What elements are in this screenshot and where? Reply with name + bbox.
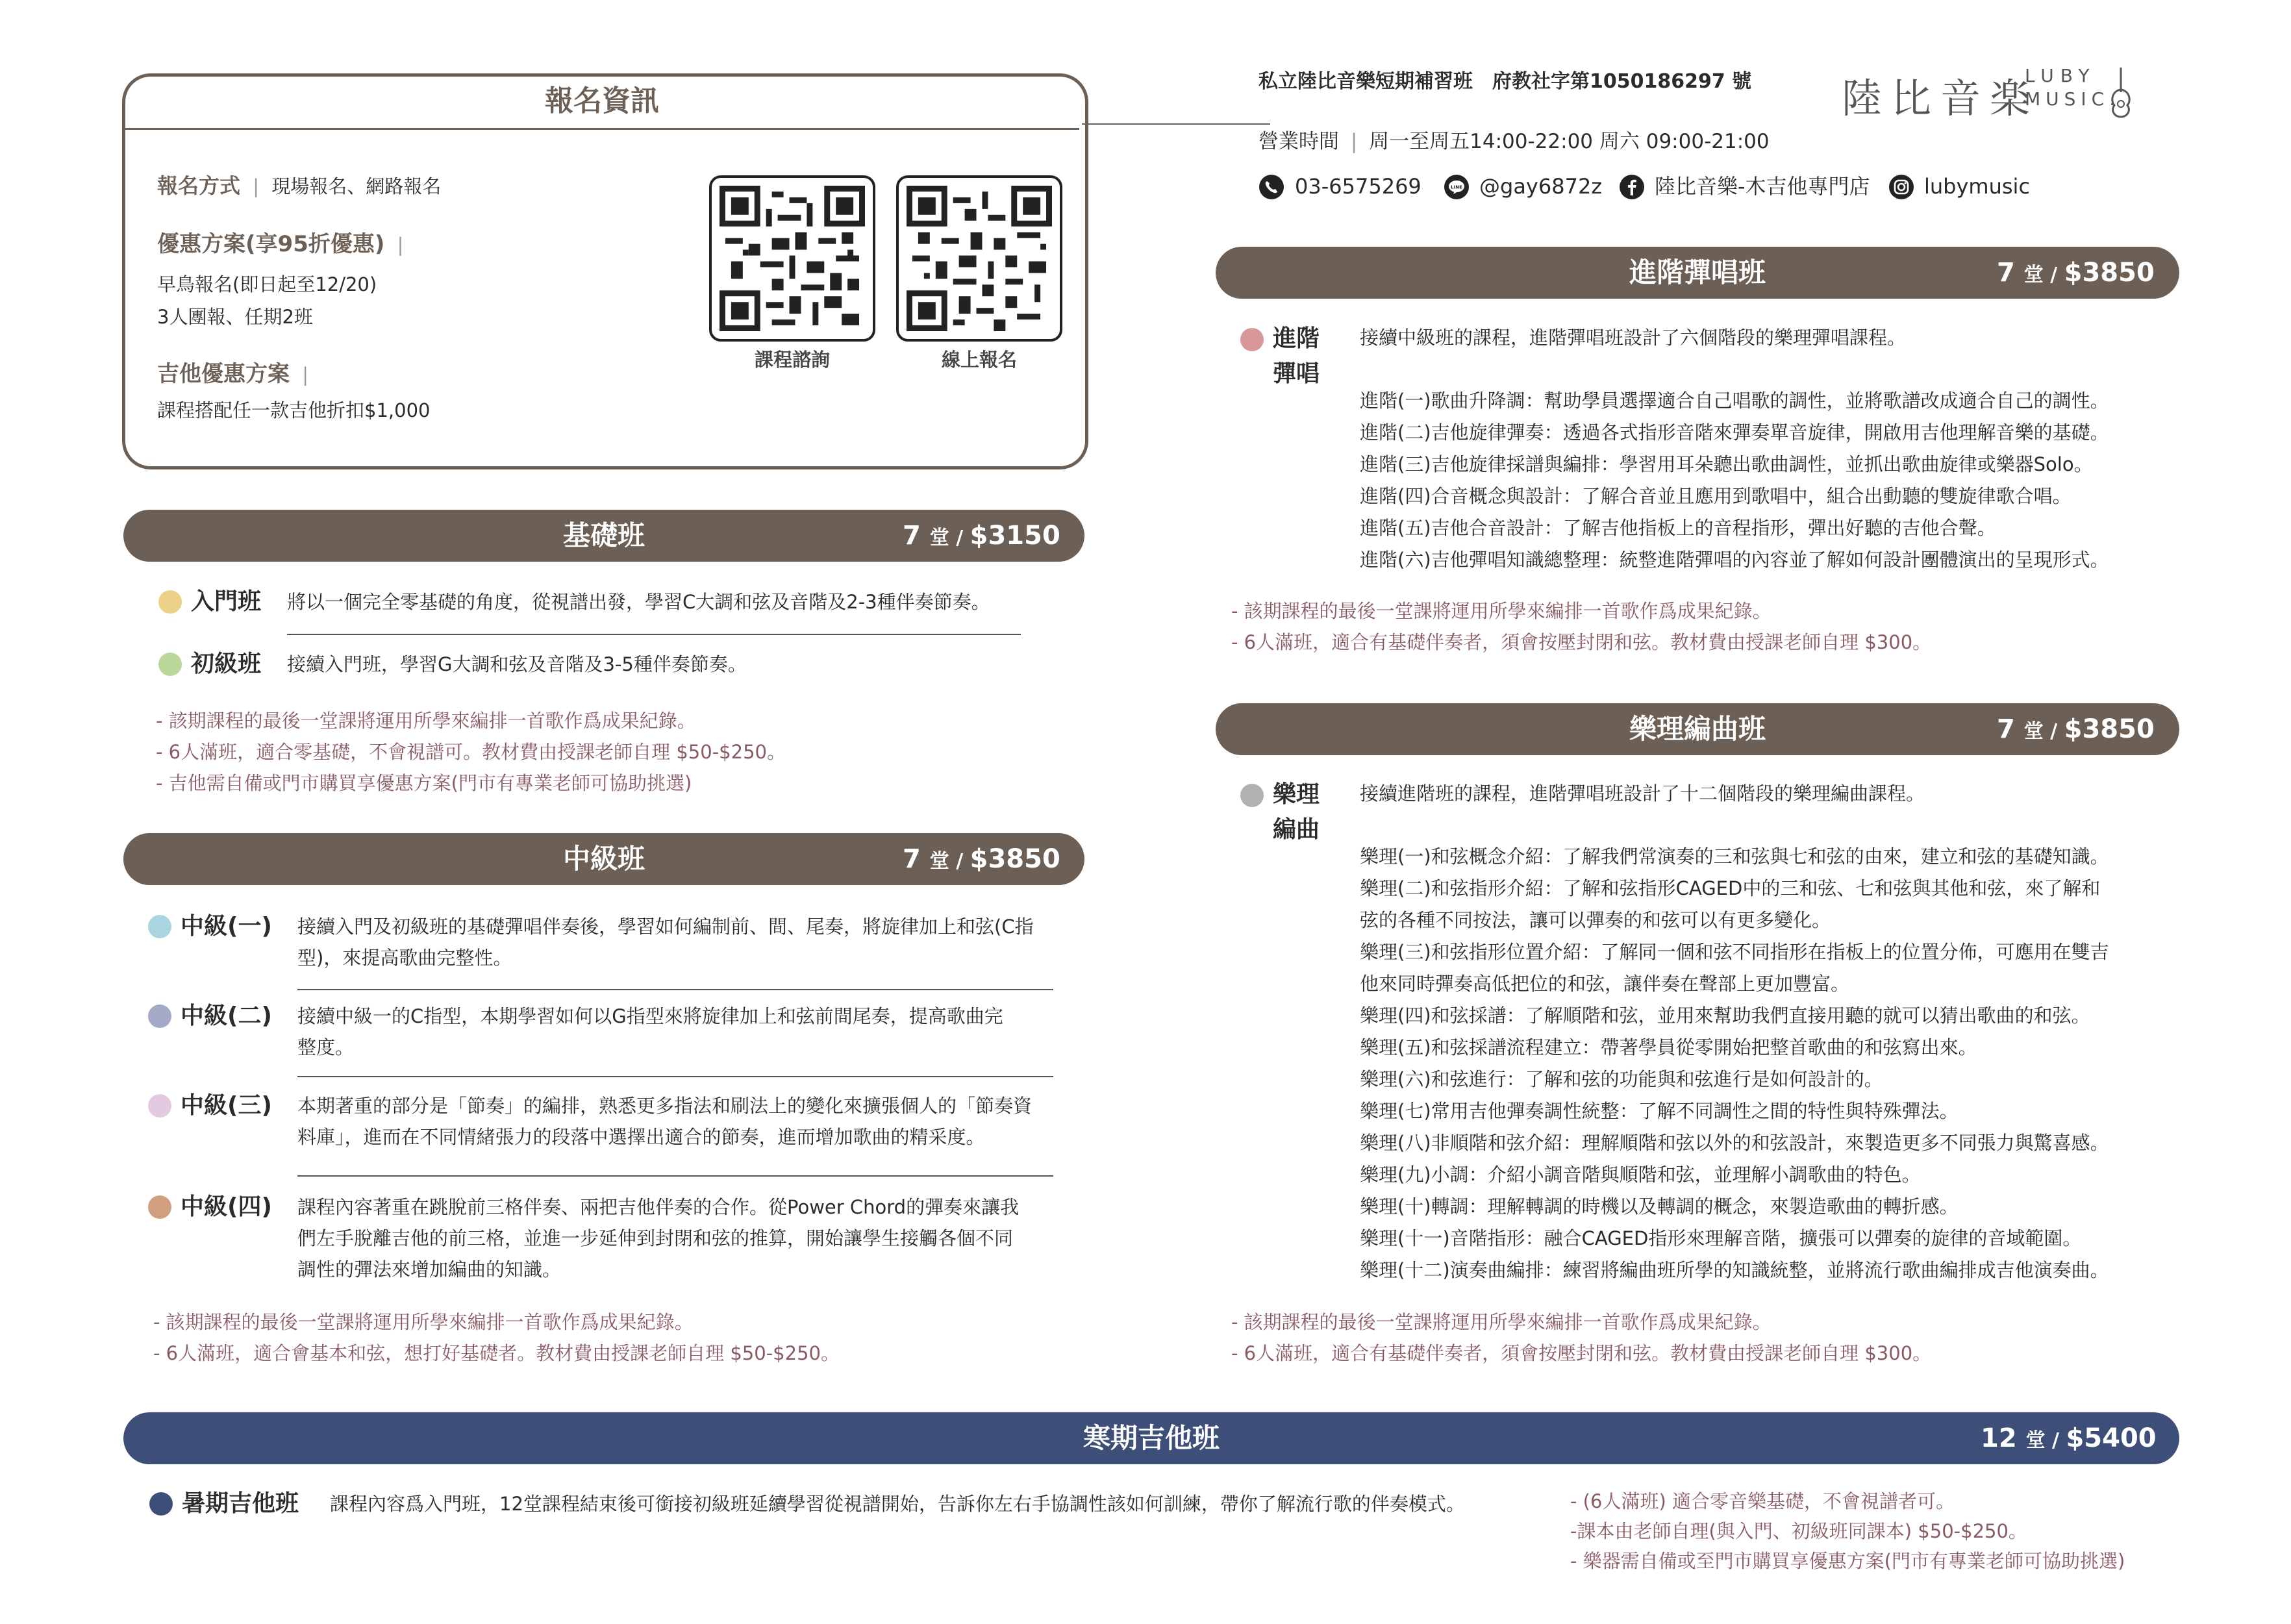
theory-item: 樂理(六)和弦進行：了解和弦的功能與和弦進行是如何設計的。 <box>1360 1068 1883 1090</box>
phone-icon <box>1258 174 1284 200</box>
guitar-discount-line: 課程搭配任一款吉他折扣$1,000 <box>157 399 431 421</box>
registration-method <box>157 170 441 202</box>
business-hours: 營業時間 | 周一至周五14:00-22:00 周六 09:00-21:00 <box>1258 130 1770 153</box>
advanced-dot <box>1240 328 1264 351</box>
divider <box>297 1175 1053 1177</box>
basic-note: - 吉他需自備或門市購買享優惠方案(門市有專業老師可協助挑選) <box>156 772 692 794</box>
advanced-item: 進階(五)吉他合音設計：了解吉他指板上的音程指形，彈出好聽的吉他合聲。 <box>1360 517 1996 539</box>
connector-line <box>1082 123 1270 125</box>
entry-class-desc: 將以一個完全零基礎的角度，從視譜出發，學習C大調和弦及音階及2-3種伴奏節奏。 <box>287 591 990 613</box>
theory-intro: 接續進階班的課程，進階彈唱班設計了十二個階段的樂理編曲課程。 <box>1360 782 1925 805</box>
qr-pattern <box>720 186 865 331</box>
basic-price: 7 堂 / $3150 <box>903 521 1060 551</box>
theory-title: 樂理編曲班 <box>1629 713 1766 745</box>
divider: | <box>1350 130 1358 153</box>
instagram-handle[interactable]: lubymusic <box>1924 174 2031 199</box>
divider: | <box>253 175 260 197</box>
beginner-class-desc: 接續入門班，學習G大調和弦及音階及3-5種伴奏節奏。 <box>287 653 747 675</box>
mid4-desc-line: 課程內容著重在跳脫前三格伴奏、兩把吉他伴奏的合作。從Power Chord的彈奏來讓我 <box>297 1196 1020 1218</box>
basic-note: - 6人滿班，適合零基礎，不會視譜可。教材費由授課老師自理 $50-$250。 <box>156 741 786 763</box>
winter-dot <box>149 1492 173 1516</box>
advanced-item: 進階(三)吉他旋律採譜與編排：學習用耳朵聽出歌曲調性，並抓出歌曲旋律或樂器Solo。 <box>1360 453 2093 475</box>
mid4-class-name: 中級(四) <box>181 1193 272 1220</box>
beginner-class-name: 初級班 <box>191 651 262 677</box>
mid1-desc-line: 型)，來提高歌曲完整性。 <box>297 947 512 969</box>
theory-class-name: 樂理 <box>1273 781 1320 808</box>
intermediate-title: 中級班 <box>562 843 645 875</box>
mid4-desc-line: 們左手脫離吉他的前三格，並進一步延伸到封閉和弦的推算，開始讓學生接觸各個不同 <box>297 1227 1014 1249</box>
discount-line-1: 早鳥報名(即日起至12/20) <box>157 273 377 295</box>
theory-class-name: 編曲 <box>1273 816 1320 843</box>
divider <box>297 1076 1053 1077</box>
mid1-dot <box>148 915 171 938</box>
mid3-desc-line: 本期著重的部分是「節奏」的編排，熟悉更多指法和刷法上的變化來擴張個人的「節奏資 <box>297 1095 1033 1117</box>
qr-consult-label: 課程諮詢 <box>754 349 830 371</box>
theory-item: 樂理(二)和弦指形介紹：了解和弦指形CAGED中的三和弦、七和弦與其他和弦，來了解和 <box>1360 877 2101 899</box>
theory-item: 他來同時彈奏高低把位的和弦，讓伴奏在聲部上更加豐富。 <box>1360 973 1850 995</box>
advanced-item: 進階(六)吉他彈唱知識總整理：統整進階彈唱的內容並了解如何設計團體演出的呈現形式。 <box>1360 549 2109 571</box>
method-label: 報名方式 <box>157 173 241 198</box>
registration-title-rule <box>125 128 1079 130</box>
logo-english-2: MUSIC. <box>2025 88 2121 110</box>
advanced-class-name: 進階 <box>1273 325 1320 352</box>
entry-class-name: 入門班 <box>191 588 262 615</box>
mid4-desc-line: 調性的彈法來增加編曲的知識。 <box>297 1258 562 1280</box>
advanced-price: 7 堂 / $3850 <box>1997 258 2155 288</box>
divider: | <box>397 234 404 256</box>
line-icon <box>1444 174 1470 200</box>
winter-note: - (6人滿班) 適合零音樂基礎，不會視譜者可。 <box>1570 1490 1955 1512</box>
advanced-class-name: 彈唱 <box>1273 360 1320 387</box>
mid4-dot <box>148 1195 171 1219</box>
winter-note: - 樂器需自備或至門市購買享優惠方案(門市有專業老師可協助挑選) <box>1570 1550 2125 1572</box>
mid3-class-name: 中級(三) <box>181 1092 272 1119</box>
qr-code-consult[interactable] <box>709 175 875 342</box>
mid3-dot <box>148 1094 171 1118</box>
phone-number[interactable]: 03-6575269 <box>1295 174 1421 199</box>
winter-class-name: 暑期吉他班 <box>182 1490 299 1517</box>
logo-english-1: LUBY <box>2025 65 2096 86</box>
theory-item: 樂理(十一)音階指形：融合CAGED指形來理解音階，擴張可以彈奏的旋律的音域範圍。 <box>1360 1227 2082 1249</box>
advanced-note: - 6人滿班，適合有基礎伴奏者，須會按壓封閉和弦。教材費由授課老師自理 $300。 <box>1231 631 1932 653</box>
theory-item: 樂理(一)和弦概念介紹：了解我們常演奏的三和弦與七和弦的由來，建立和弦的基礎知識。 <box>1360 845 2109 868</box>
winter-price: 12 堂 / $5400 <box>1981 1423 2157 1453</box>
theory-item: 樂理(八)非順階和弦介紹：理解順階和弦以外的和弦設計，來製造更多不同張力與驚喜感。 <box>1360 1132 2109 1154</box>
winter-title: 寒期吉他班 <box>1083 1422 1220 1454</box>
logo-chinese: 陸比音楽 <box>1842 75 2040 122</box>
intermediate-note: - 6人滿班，適合會基本和弦，想打好基礎者。教材費由授課老師自理 $50-$250。 <box>153 1342 840 1364</box>
qr-pattern <box>907 186 1052 331</box>
theory-note: - 6人滿班，適合有基礎伴奏者，須會按壓封閉和弦。教材費由授課老師自理 $300。 <box>1231 1342 1932 1364</box>
line-id[interactable]: @gay6872z <box>1479 174 1603 199</box>
facebook-page[interactable]: 陸比音樂-木吉他專門店 <box>1655 174 1870 199</box>
qr-signup-label: 線上報名 <box>941 349 1017 371</box>
advanced-title: 進階彈唱班 <box>1629 256 1766 288</box>
winter-class-desc: 課程內容爲入門班，12堂課程結束後可銜接初級班延續學習從視譜開始，告訴你左右手協調性該如何訓練，帶你了解流行歌的伴奏模式。 <box>330 1493 1465 1515</box>
theory-item: 弦的各種不同按法，讓可以彈奏的和弦可以有更多變化。 <box>1360 909 1831 931</box>
mid2-desc-line: 整度。 <box>297 1036 355 1058</box>
brand-logo <box>1842 62 2140 121</box>
method-value: 現場報名、網路報名 <box>271 175 442 197</box>
mid3-desc-line: 料庫」，進而在不同情緒張力的段落中選擇出適合的節奏，進而增加歌曲的精采度。 <box>297 1126 985 1148</box>
theory-item: 樂理(十二)演奏曲編排：練習將編曲班所學的知識統整，並將流行歌曲編排成吉他演奏曲。 <box>1360 1259 2109 1281</box>
beginner-dot <box>158 653 182 676</box>
school-license: 私立陸比音樂短期補習班 府教社字第1050186297 號 <box>1258 70 1752 93</box>
advanced-item: 進階(一)歌曲升降調：幫助學員選擇適合自己唱歌的調性，並將歌譜改成適合自己的調性。 <box>1360 390 2109 412</box>
mid2-desc-line: 接續中級一的C指型，本期學習如何以G指型來將旋律加上和弦前間尾奏，提高歌曲完 <box>297 1005 1003 1027</box>
discount-title: 優惠方案(享95折優惠) | <box>157 231 404 257</box>
svg-text:LINE: LINE <box>1451 184 1462 190</box>
facebook-icon <box>1619 174 1645 200</box>
guitar-discount-title: 吉他優惠方案 | <box>157 361 308 387</box>
basic-title: 基礎班 <box>562 519 645 551</box>
theory-item: 樂理(七)常用吉他彈奏調性統整：了解不同調性之間的特性與特殊彈法。 <box>1360 1100 1959 1122</box>
mid1-desc-line: 接續入門及初級班的基礎彈唱伴奏後，學習如何編制前、間、尾奏，將旋律加上和弦(C指 <box>297 916 1034 938</box>
basic-note: - 該期課程的最後一堂課將運用所學來編排一首歌作爲成果紀錄。 <box>156 710 696 732</box>
advanced-intro: 接續中級班的課程，進階彈唱班設計了六個階段的樂理彈唱課程。 <box>1360 327 1907 349</box>
mid1-class-name: 中級(一) <box>181 913 272 940</box>
advanced-item: 進階(四)合音概念與設計：了解合音並且應用到歌唱中，組合出動聽的雙旋律歌合唱。 <box>1360 485 2072 507</box>
contact-row <box>1258 170 2168 203</box>
theory-item: 樂理(九)小調：介紹小調音階與順階和弦，並理解小調歌曲的特色。 <box>1360 1164 1921 1186</box>
theory-item: 樂理(十)轉調：理解轉調的時機以及轉調的概念，來製造歌曲的轉折感。 <box>1360 1195 1959 1218</box>
divider: | <box>302 364 308 386</box>
theory-note: - 該期課程的最後一堂課將運用所學來編排一首歌作爲成果紀錄。 <box>1231 1311 1771 1333</box>
advanced-item: 進階(二)吉他旋律彈奏：透過各式指形音階來彈奏單音旋律，開啟用吉他理解音樂的基礎。 <box>1360 421 2109 443</box>
winter-note: -課本由老師自理(與入門、初級班同課本) $50-$250。 <box>1570 1520 2027 1542</box>
registration-title: 報名資訊 <box>545 84 659 118</box>
advanced-note: - 該期課程的最後一堂課將運用所學來編排一首歌作爲成果紀錄。 <box>1231 600 1771 622</box>
qr-code-signup[interactable] <box>896 175 1062 342</box>
intermediate-price: 7 堂 / $3850 <box>903 844 1060 874</box>
instagram-icon <box>1888 174 1914 200</box>
theory-item: 樂理(五)和弦採譜流程建立：帶著學員從零開始把整首歌曲的和弦寫出來。 <box>1360 1036 1977 1058</box>
divider <box>287 634 1021 635</box>
theory-item: 樂理(三)和弦指形位置介紹：了解同一個和弦不同指形在指板上的位置分佈，可應用在雙吉 <box>1360 941 2109 963</box>
theory-item: 樂理(四)和弦採譜：了解順階和弦，並用來幫助我們直接用聽的就可以猜出歌曲的和弦。 <box>1360 1005 2090 1027</box>
mid2-dot <box>148 1005 171 1028</box>
theory-price: 7 堂 / $3850 <box>1997 714 2155 744</box>
entry-dot <box>158 590 182 614</box>
divider <box>297 989 1053 990</box>
mid2-class-name: 中級(二) <box>181 1003 272 1029</box>
guitar-logo-icon <box>2107 66 2133 118</box>
intermediate-note: - 該期課程的最後一堂課將運用所學來編排一首歌作爲成果紀錄。 <box>153 1311 694 1333</box>
discount-line-2: 3人團報、任期2班 <box>157 306 313 328</box>
theory-dot <box>1240 784 1264 807</box>
